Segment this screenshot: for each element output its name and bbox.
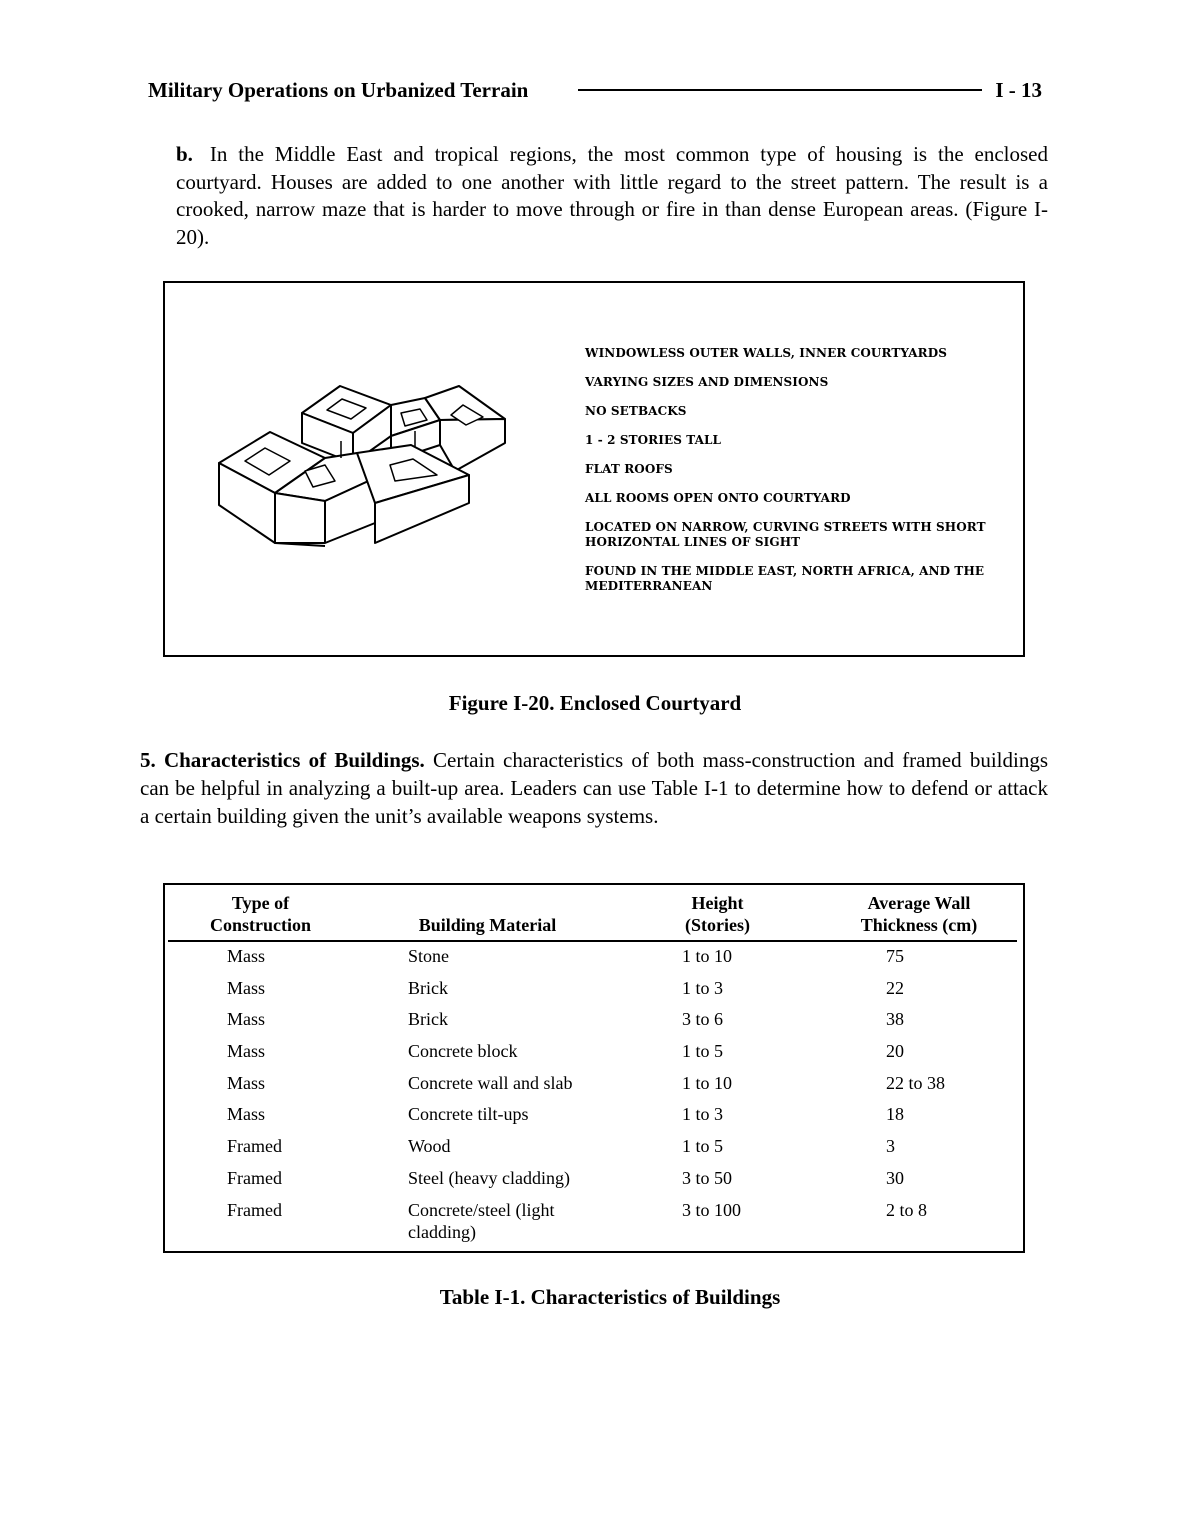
cell-material: Concrete/steel (light cladding) [408,1199,555,1242]
cell-material: Concrete block [408,1041,518,1062]
cell-type: Mass [227,977,266,998]
figure-caption: Figure I-20. Enclosed Courtyard [448,691,742,715]
running-header [148,78,1042,108]
cell-height: 1 to 5 [682,1041,724,1062]
cell-type: Framed [227,1199,282,1220]
cell-height: 1 to 3 [682,1104,724,1125]
table-body [165,945,1023,1242]
table-row [165,1072,1023,1104]
table-row [165,977,1023,1009]
cell-height: 1 to 10 [682,1072,733,1093]
cell-type: Mass [227,1041,266,1062]
header-building-material: Building Material [418,915,557,935]
figure-bullet: LOCATED ON NARROW, CURVING STREETS WITH SHORT HORIZONTAL LINES OF SIGHT [585,520,986,549]
paragraph-5 [140,746,1048,830]
figure-bullet: VARYING SIZES AND DIMENSIONS [585,375,829,389]
cell-thickness: 22 [886,977,904,998]
paragraph-5-text: Certain characteristics of both mass-construction and framed buildings can be helpful in analyzing a built-up area. Leaders can use Table I-1 to determine how to defend or attack a certain building given the unit’s available weapons systems. [140,748,1049,828]
header-height: Height (Stories) [685,893,750,935]
cell-thickness: 30 [886,1167,904,1188]
figure-bullet: FOUND IN THE MIDDLE EAST, NORTH AFRICA, AND THE MEDITERRANEAN [585,564,985,593]
section-heading: 5. Characteristics of Buildings. [140,748,425,772]
cell-material: Brick [408,1009,448,1030]
figure-bullet: 1 - 2 STORIES TALL [585,433,722,447]
cell-height: 3 to 100 [682,1199,742,1220]
table-row [165,1103,1023,1135]
table-row [165,945,1023,977]
cell-material: Concrete wall and slab [408,1072,573,1093]
header-rule [578,89,982,91]
paragraph-b [176,141,1048,251]
buildings-table [163,883,1025,1253]
figure-bullet: WINDOWLESS OUTER WALLS, INNER COURTYARDS [585,346,948,360]
figure-bullet: ALL ROOMS OPEN ONTO COURTYARD [585,491,851,505]
cell-material: Steel (heavy cladding) [408,1167,570,1188]
cell-type: Mass [227,1072,266,1093]
figure-bullet: NO SETBACKS [585,404,687,418]
table-row [165,1008,1023,1040]
header-type-of-construction: Type of Construction [209,893,311,935]
cell-thickness: 38 [886,1009,904,1030]
table-row [165,1135,1023,1167]
running-header-title: Military Operations on Urbanized Terrain [148,78,529,102]
cell-material: Wood [408,1136,451,1157]
cell-type: Framed [227,1167,282,1188]
cell-height: 1 to 10 [682,946,733,966]
paragraph-b-marker: b. [176,142,193,166]
courtyard-buildings-illustration [215,383,515,563]
cell-thickness: 18 [886,1104,904,1125]
cell-material: Concrete tilt-ups [408,1104,529,1125]
cell-thickness: 75 [886,946,904,966]
cell-type: Mass [227,1009,266,1030]
figure-enclosed-courtyard [163,281,1025,657]
paragraph-b-text: In the Middle East and tropical regions, the most common type of housing is the enclosed courtyard. Houses are added to one another with little regard to the street pattern. The result is a crooked, narrow maze that is harder to move through or fire in than dense European areas. (Figure I-20). [176,142,1049,249]
table-row [165,1167,1023,1199]
header-wall-thickness: Average Wall Thickness (cm) [860,893,978,935]
cell-height: 3 to 50 [682,1167,733,1188]
table-row [165,1199,1023,1242]
cell-material: Brick [408,977,448,998]
page-number: I - 13 [995,78,1042,102]
figure-characteristics-list [585,346,1025,608]
table-row [165,1040,1023,1072]
cell-type: Framed [227,1136,282,1157]
cell-thickness: 20 [886,1041,904,1062]
figure-bullet: FLAT ROOFS [585,462,673,476]
cell-height: 1 to 3 [682,977,724,998]
table-header-rule [168,940,1017,942]
cell-height: 3 to 6 [682,1009,724,1030]
cell-type: Mass [227,1104,266,1125]
cell-material: Stone [408,946,450,966]
cell-thickness: 22 to 38 [886,1072,946,1093]
cell-thickness: 3 [886,1136,895,1157]
cell-type: Mass [227,946,266,966]
table-caption: Table I-1. Characteristics of Buildings [439,1285,781,1309]
cell-thickness: 2 to 8 [886,1199,928,1220]
cell-height: 1 to 5 [682,1136,724,1157]
